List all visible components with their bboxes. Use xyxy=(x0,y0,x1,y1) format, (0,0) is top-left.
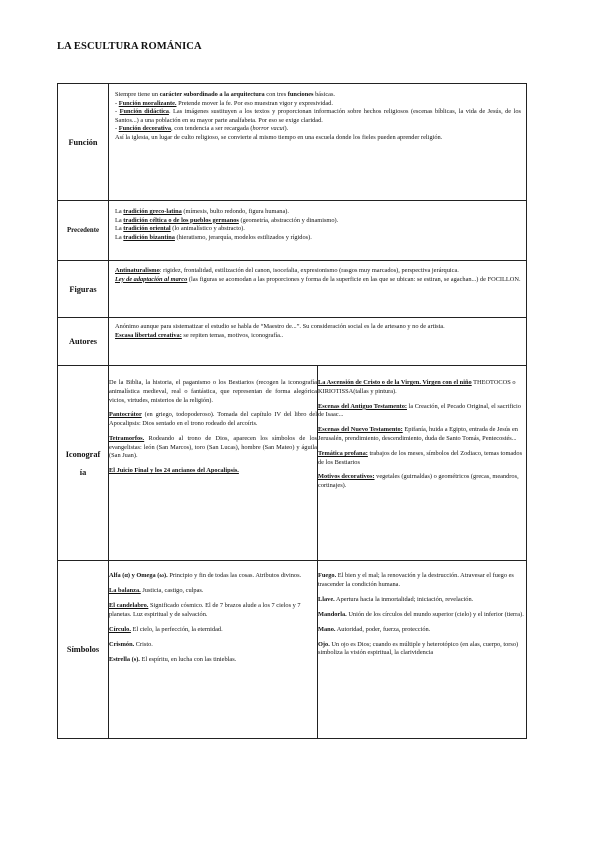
funcion-conclusion: Así la iglesia, un lugar de culto religioso, se convierte al mismo tiempo en una escuela donde los fieles pueden aprender religión. xyxy=(115,133,443,141)
iconografia-left xyxy=(109,366,318,560)
label-simbolos-text: Símbolos xyxy=(66,645,100,654)
label-autores xyxy=(58,318,109,366)
figuras-ley-adaptacion: Ley de adaptación al marco (las figuras se acomodan a las proporciones y forma de la superficie en las que se ubican: se estiran, se agachan...) de FOCILLON. xyxy=(115,275,521,283)
simbolo-balanza: La balanza. Justicia, castigo, culpas. xyxy=(109,587,204,595)
label-figuras-text: Figuras xyxy=(69,284,97,294)
row-precedente xyxy=(58,201,527,261)
simbolo-candelabro: El candelabro. Significado cósmico. El de 7 brazos alude a los 7 cielos y 7 planetas. Luz espiritual y de salvación. xyxy=(109,602,301,618)
iconografia-profana: Temática profana: trabajos de los meses, símbolos del Zodiaco, temas tomados de los Bestiarios xyxy=(318,449,523,466)
iconografia-tetramorfos: Tetramorfos. Rodeando al trono de Dios, aparecen los símbolos de los evangelistas: león (San Marcos), toro (San Lucas), hombre (San Mateo) y águila (San Juan). xyxy=(109,435,317,460)
label-figuras xyxy=(58,261,109,318)
cell-funcion xyxy=(109,84,527,201)
cell-iconografia xyxy=(109,366,527,561)
precedente-item: La tradición céltica o de los pueblos germanos (geometría, abstracción y dinamismo). xyxy=(115,216,339,224)
simbolo-ojo: Ojo. Un ojo es Dios; cuando es múltiple y heterotópico (en alas, cuerpo, torso) simboliza la visión espiritual, la clarividencia xyxy=(318,640,519,657)
iconografia-nuevo-testamento: Escenas del Nuevo Testamento: Epifanía, huida a Egipto, entrada de Jesús en Jerusalén, prendimiento, descendimiento, duda de Santo Tomás, Pentecostés... xyxy=(318,426,518,442)
iconografia-right xyxy=(318,366,527,560)
precedente-item: La tradición bizantina (hieratismo, jerarquía, modelos estilizados y rígidos). xyxy=(115,233,312,241)
cell-figuras xyxy=(109,261,527,318)
iconografia-antiguo-testamento: Escenas del Antiguo Testamento: la Creación, el Pecado Original, el sacrificio de Isaac... xyxy=(318,402,521,419)
label-autores-text: Autores xyxy=(69,337,97,346)
funcion-intro: Siempre tiene un carácter subordinado a la arquitectura con tres funciones básicas. xyxy=(115,91,336,98)
iconografia-pantocrator: Pantocrátor (en griego, todopoderoso). Tomada del capítulo IV del libro del Apocalipsis: Dios sentado en el trono rodeado del arcoíris. xyxy=(109,411,317,428)
iconografia-origen: De la Biblia, la historia, el paganismo o los Bestiarios (recogen la iconografía animalística medieval, real o fantástica, que representan de forma alegórica vicios, virtudes, misterios de la religión). xyxy=(109,379,317,404)
label-funcion xyxy=(58,84,109,201)
autores-libertad: Escasa libertad creativa: se repiten temas, motivos, iconografía.. xyxy=(115,331,284,339)
label-precedente-text: Precedente xyxy=(67,227,99,234)
row-iconografia xyxy=(58,366,527,561)
cell-precedente xyxy=(109,201,527,261)
cell-autores xyxy=(109,318,527,366)
precedente-item: La tradición oriental (lo animalístico y abstracto). xyxy=(115,225,245,233)
simbolo-mano: Mano. Autoridad, poder, fuerza, protección. xyxy=(318,625,431,633)
label-iconografia xyxy=(58,366,109,561)
iconografia-ascension: La Ascensión de Cristo o de la Virgen. Virgen con el niño THEOTOCOS o KIRIOTISSA(tallas y pintura). xyxy=(318,379,516,395)
cell-simbolos xyxy=(109,561,527,739)
simbolo-llave: Llave. Apertura hacia la inmortalidad; iniciación, revelación. xyxy=(318,595,474,603)
row-simbolos xyxy=(58,561,527,739)
simbolo-estrella: Estrella (s). El espíritu, en lucha con las tinieblas. xyxy=(109,655,237,663)
funcion-didactica: - Función didáctica. Las imágenes sustituyen a los textos y proporcionan información sobre hechos religiosos (escenas bíblicas, la vida de Jesús, de los Santos...) a una población en su mayor parte analfabeta. Por eso se exige claridad. xyxy=(115,108,521,124)
simbolo-mandorla: Mandorla. Unión de los círculos del mundo superior (cielo) y el inferior (tierra). xyxy=(318,610,524,618)
simbolo-crismon: Crismón. Cristo. xyxy=(109,640,153,648)
simbolo-circulo: Círculo. El cielo, la perfección, la eternidad. xyxy=(109,625,223,633)
page-title: LA ESCULTURA ROMÁNICA xyxy=(57,41,202,52)
iconografia-motivos: Motivos decorativos: vegetales (guirnaldas) o geométricos (grecas, meandros, cortinajes). xyxy=(318,473,519,490)
simbolos-left xyxy=(109,561,318,738)
figuras-antinaturalismo: Antinaturalismo: rigidez, frontalidad, estilización del canon, isocefalia, expresionismo (rasgos muy marcados), perspectiva jerárquica. xyxy=(115,267,459,274)
row-figuras xyxy=(58,261,527,318)
funcion-moralizante: - Función moralizante. Pretende mover la fe. Por eso muestran vigor y expresividad. xyxy=(115,99,333,107)
row-funcion xyxy=(58,84,527,201)
simbolos-right xyxy=(318,561,527,738)
label-funcion-text: Función xyxy=(68,137,98,147)
row-autores xyxy=(58,318,527,366)
label-iconografia-text: Iconograf ía xyxy=(65,449,101,477)
simbolo-alfa-omega: Alfa (α) y Omega (ω). Principio y fin de todas las cosas. Atributos divinos. xyxy=(109,572,302,580)
simbolo-fuego: Fuego. El bien y el mal; la renovación y la destrucción. Atravesar el fuego es trascender la condición humana. xyxy=(318,572,514,588)
precedente-item: La tradición greco-latina (mímesis, bulto redondo, figura humana). xyxy=(115,208,289,215)
summary-table xyxy=(57,83,527,739)
label-precedente xyxy=(58,201,109,261)
autores-text: Anónimo aunque para sistematizar el estudio se habla de “Maestro de...”. Su consideración social es la de artesano y no de artista. xyxy=(115,323,445,330)
iconografia-juicio: El Juicio Final y los 24 ancianos del Apocalipsis. xyxy=(109,467,239,475)
funcion-decorativa: - Función decorativa, con tendencia a ser recargada (horror vacui). xyxy=(115,125,289,133)
label-simbolos xyxy=(58,561,109,739)
